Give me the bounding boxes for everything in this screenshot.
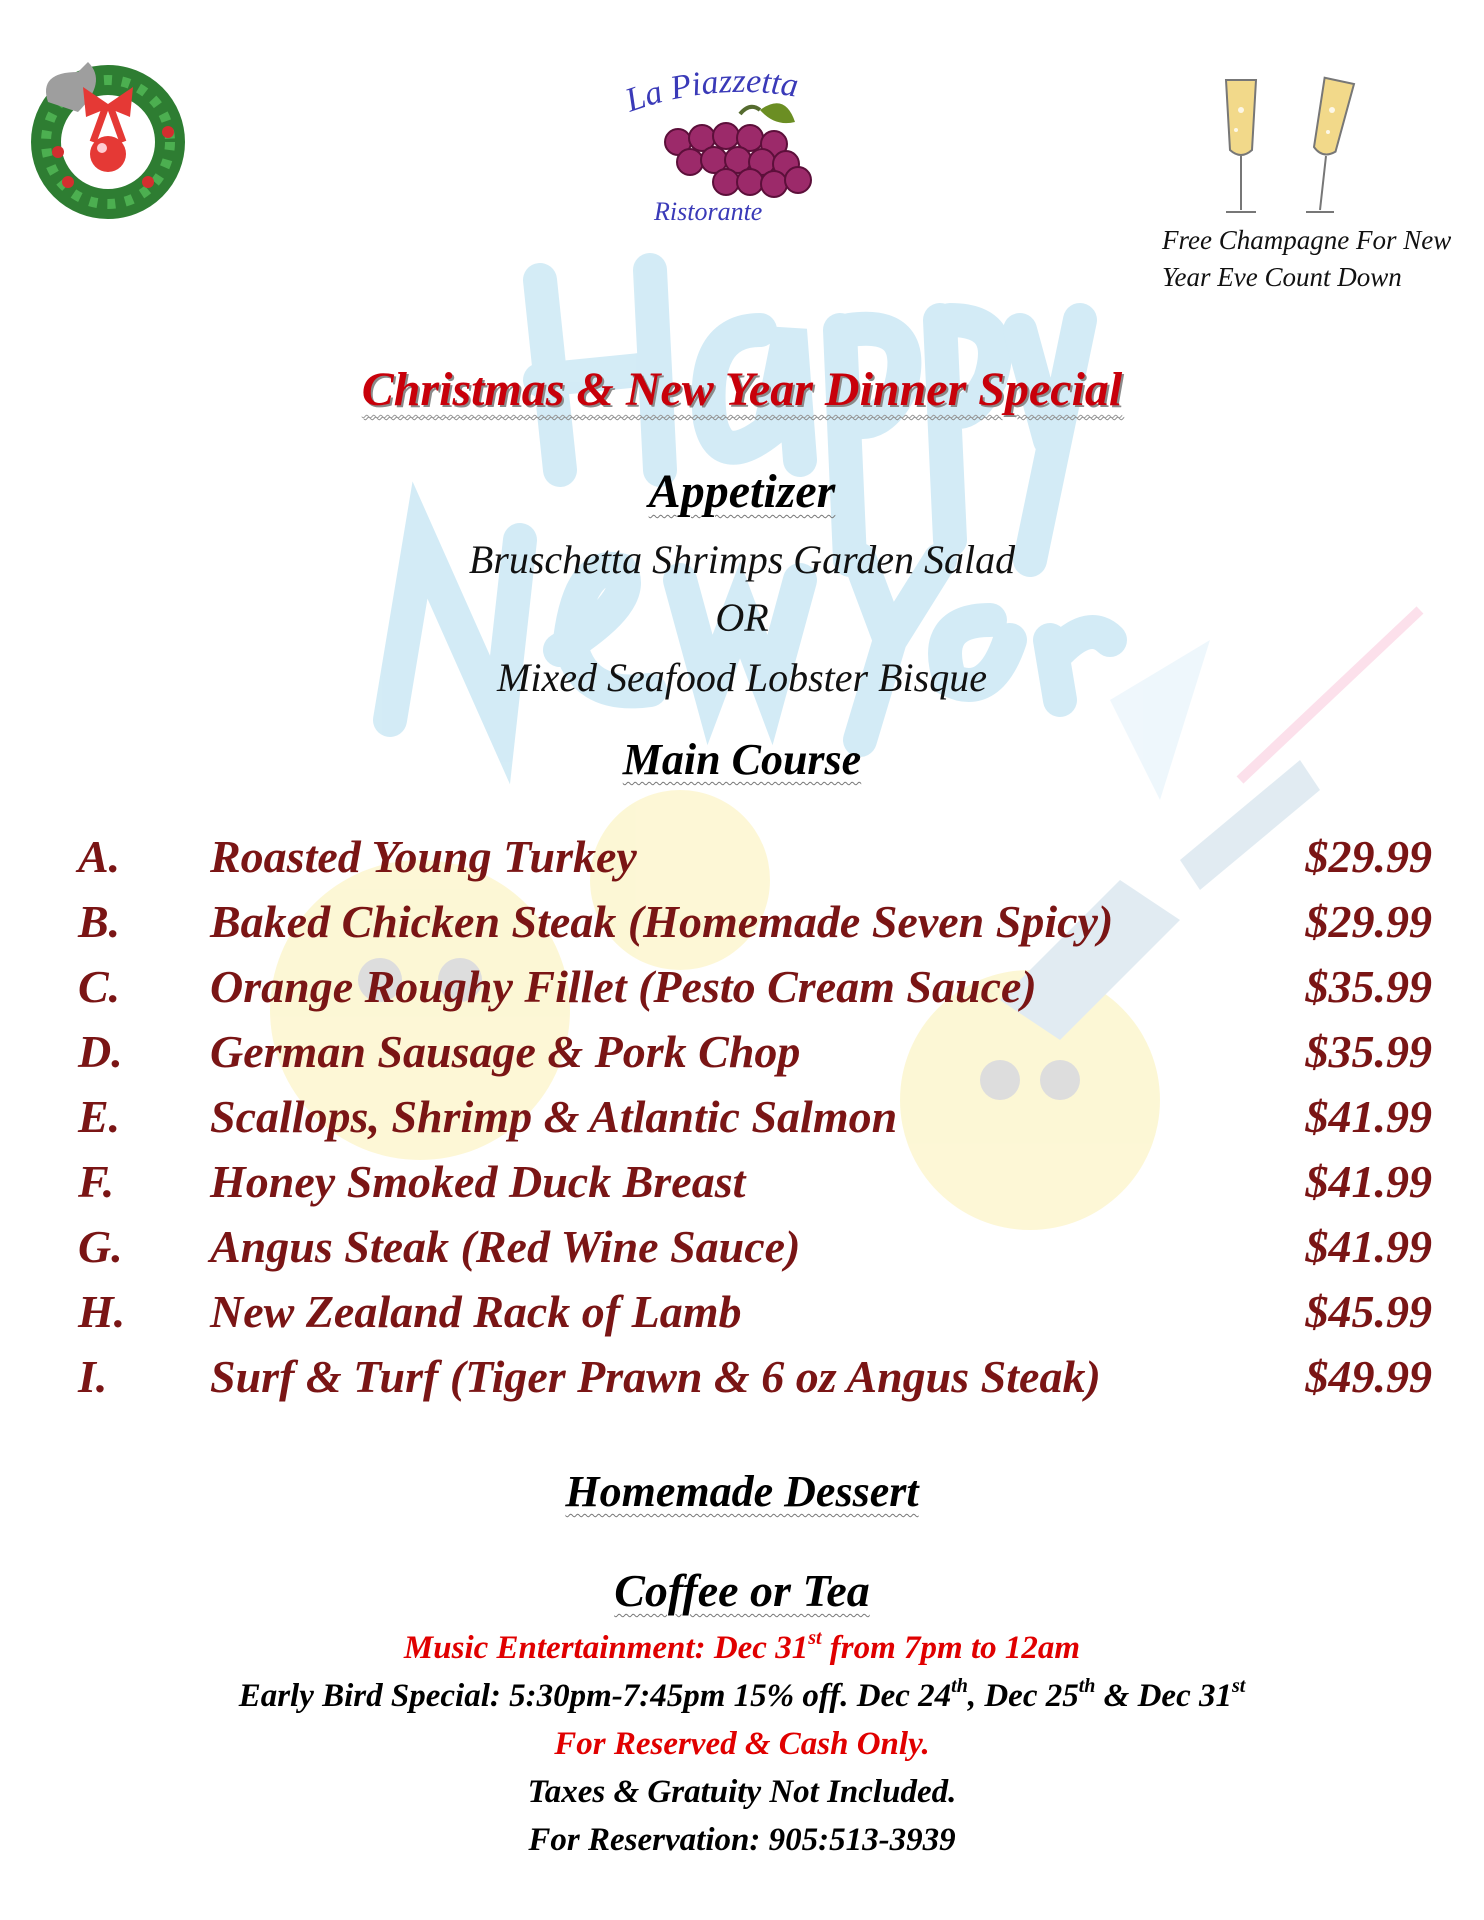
champagne-glasses-icon xyxy=(1196,70,1376,220)
appetizer-option-2: Mixed Seafood Lobster Bisque xyxy=(497,655,987,700)
restaurant-logo xyxy=(610,52,870,232)
menu-item-price: $29.99 xyxy=(1305,896,1432,947)
menu-item-letter: E. xyxy=(78,1091,121,1142)
menu-item-name: Honey Smoked Duck Breast xyxy=(210,1156,746,1207)
reservation-phone: For Reservation: 905:513-3939 xyxy=(528,1822,956,1858)
menu-item xyxy=(0,830,1484,894)
logo-lettering: La Piazzetta xyxy=(620,62,801,120)
menu-item-price: $45.99 xyxy=(1305,1286,1432,1337)
menu-item xyxy=(0,1090,1484,1154)
menu-item-price: $29.99 xyxy=(1305,831,1432,882)
menu-item-name: New Zealand Rack of Lamb xyxy=(210,1286,742,1337)
champagne-note: Free Champagne For New Year Eve Count Down xyxy=(1162,225,1452,292)
menu-item-letter: I. xyxy=(78,1351,108,1402)
menu-item-letter: A. xyxy=(78,831,121,882)
menu-item-name: Roasted Young Turkey xyxy=(210,831,637,882)
main-course-heading: Main Course xyxy=(622,735,862,784)
menu-item xyxy=(0,1220,1484,1284)
menu-item xyxy=(0,1285,1484,1349)
menu-item-name: Orange Roughy Fillet (Pesto Cream Sauce) xyxy=(210,961,1037,1012)
reserved-cash-note: For Reserved & Cash Only. xyxy=(554,1726,930,1762)
menu-item-price: $35.99 xyxy=(1305,1026,1432,1077)
dessert-heading: Homemade Dessert xyxy=(565,1467,919,1516)
menu-item-name: Scallops, Shrimp & Atlantic Salmon xyxy=(210,1091,898,1142)
menu-item-price: $41.99 xyxy=(1305,1091,1432,1142)
drinks-heading: Coffee or Tea xyxy=(614,1565,870,1616)
grapes-icon xyxy=(665,103,811,197)
menu-item xyxy=(0,1025,1484,1089)
christmas-wreath-icon xyxy=(18,42,198,222)
menu-item xyxy=(0,1155,1484,1219)
menu-item xyxy=(0,1350,1484,1414)
logo-subtitle: Ristorante xyxy=(654,197,763,226)
menu-item-name: Angus Steak (Red Wine Sauce) xyxy=(210,1221,801,1272)
appetizer-option-1: Bruschetta Shrimps Garden Salad xyxy=(468,537,1016,582)
menu-item-letter: D. xyxy=(78,1026,123,1077)
menu-item-price: $49.99 xyxy=(1305,1351,1432,1402)
appetizer-heading: Appetizer xyxy=(648,465,836,518)
menu-item-price: $41.99 xyxy=(1305,1221,1432,1272)
menu-item xyxy=(0,895,1484,959)
menu-item-letter: B. xyxy=(78,896,121,947)
music-entertainment-note: Music Entertainment: Dec 31st from 7pm to 12am xyxy=(403,1627,1081,1666)
menu-item-name: Surf & Turf (Tiger Prawn & 6 oz Angus Steak) xyxy=(210,1351,1101,1402)
menu-item-letter: H. xyxy=(78,1286,126,1337)
menu-item-letter: C. xyxy=(78,961,121,1012)
menu-item xyxy=(0,960,1484,1024)
early-bird-note: Early Bird Special: 5:30pm-7:45pm 15% off. Dec 24th, Dec 25th & Dec 31st xyxy=(238,1675,1246,1714)
menu-item-letter: G. xyxy=(78,1221,123,1272)
page-title: Christmas & New Year Dinner Special xyxy=(361,363,1123,416)
menu-item-price: $41.99 xyxy=(1305,1156,1432,1207)
menu-item-name: German Sausage & Pork Chop xyxy=(210,1026,801,1077)
menu-item-letter: F. xyxy=(78,1156,115,1207)
taxes-note: Taxes & Gratuity Not Included. xyxy=(527,1774,957,1810)
appetizer-or: OR xyxy=(715,595,769,640)
menu-item-name: Baked Chicken Steak (Homemade Seven Spicy) xyxy=(210,896,1114,947)
menu-item-price: $35.99 xyxy=(1305,961,1432,1012)
